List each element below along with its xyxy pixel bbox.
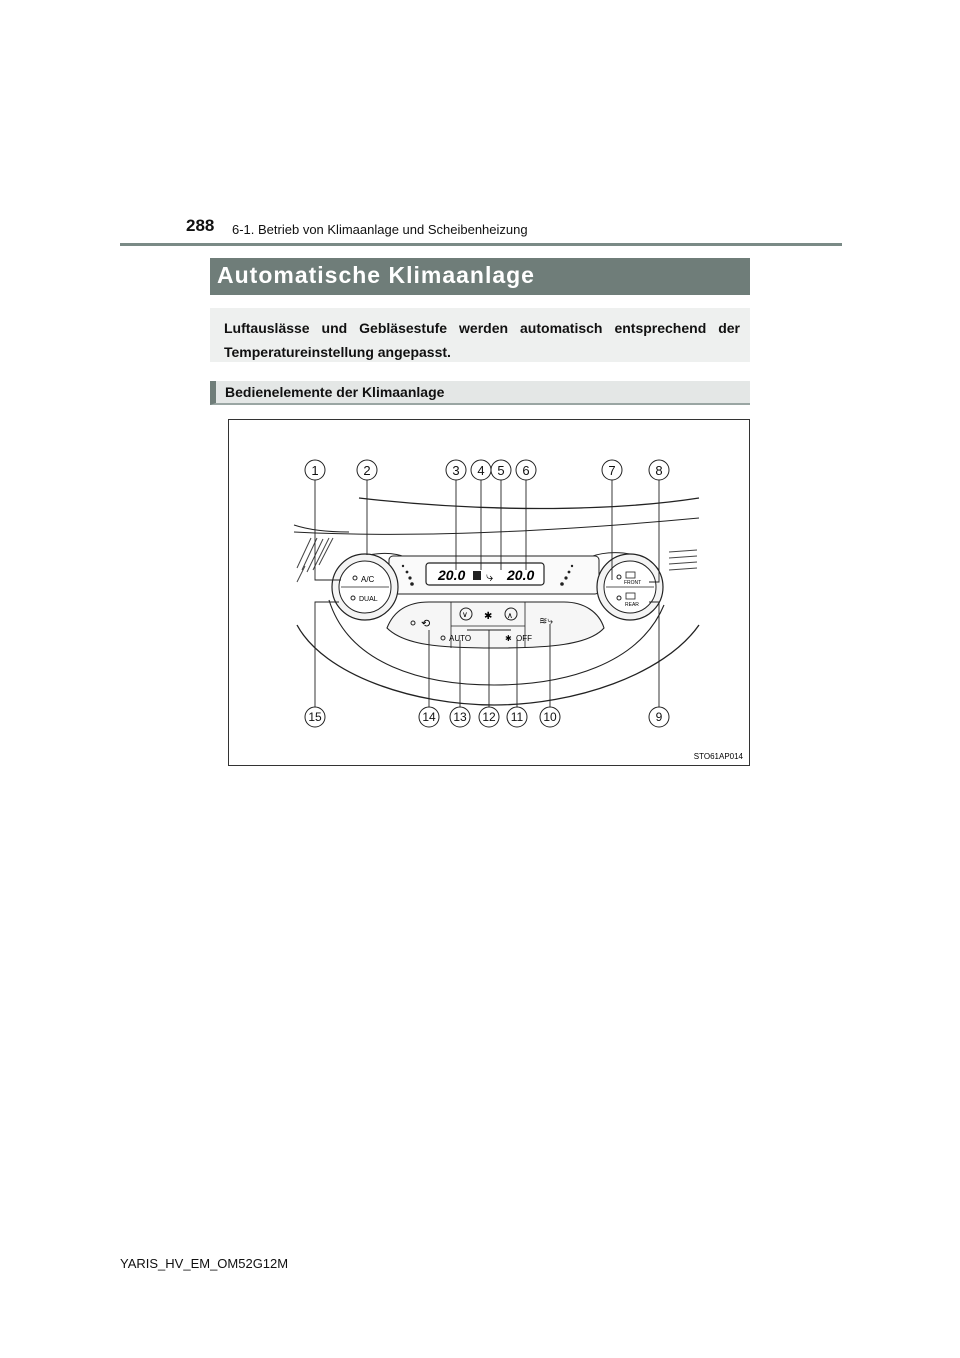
running-section-title: 6-1. Betrieb von Klimaanlage und Scheibenheizung bbox=[232, 222, 528, 237]
callout-12 bbox=[479, 707, 499, 727]
intro-text: Luftauslässe und Gebläsestufe werden automatisch entsprechend der Temperatureinstellung angepasst. bbox=[210, 308, 750, 362]
climate-control-figure bbox=[228, 419, 750, 766]
dual-button-label[interactable]: DUAL bbox=[359, 596, 378, 603]
off-button-label[interactable]: OFF bbox=[516, 634, 532, 643]
callout-4 bbox=[471, 460, 491, 480]
callouts-bottom bbox=[305, 707, 669, 727]
callout-2 bbox=[357, 460, 377, 480]
auto-button-label[interactable]: AUTO bbox=[449, 634, 472, 643]
callouts-top bbox=[305, 460, 669, 480]
callout-5 bbox=[491, 460, 511, 480]
svg-text:✱: ✱ bbox=[505, 634, 512, 643]
callout-7 bbox=[602, 460, 622, 480]
front-button-label[interactable]: FRONT bbox=[624, 580, 642, 586]
callout-3 bbox=[446, 460, 466, 480]
callout-14 bbox=[419, 707, 439, 727]
callout-6 bbox=[516, 460, 536, 480]
display-temp-left: 20.0 bbox=[438, 567, 466, 583]
display-temp-right: 20.0 bbox=[507, 567, 535, 583]
callout-9 bbox=[649, 707, 669, 727]
svg-text:∧: ∧ bbox=[507, 611, 513, 620]
dash-line bbox=[294, 525, 349, 532]
header-rule bbox=[120, 243, 842, 246]
svg-text:7: 7 bbox=[608, 463, 616, 478]
page-number: 288 bbox=[186, 216, 215, 235]
document-code: YARIS_HV_EM_OM52G12M bbox=[120, 1256, 289, 1271]
airflow-mode-icon: ⤷ bbox=[486, 569, 494, 584]
svg-text:∨: ∨ bbox=[462, 610, 468, 619]
fan-icon: ✱ bbox=[484, 611, 493, 622]
vent-lines-right bbox=[669, 550, 697, 570]
ac-button-label[interactable]: A/C bbox=[361, 575, 375, 584]
svg-text:6: 6 bbox=[522, 463, 530, 478]
svg-text:10: 10 bbox=[543, 710, 557, 724]
callout-13 bbox=[450, 707, 470, 727]
dash-line bbox=[294, 518, 699, 534]
svg-text:4: 4 bbox=[477, 463, 485, 478]
page-title: Automatische Klimaanlage bbox=[210, 258, 750, 295]
svg-text:13: 13 bbox=[453, 710, 467, 724]
svg-text:14: 14 bbox=[422, 710, 436, 724]
svg-text:8: 8 bbox=[655, 463, 663, 478]
svg-text:5: 5 bbox=[497, 463, 505, 478]
callout-11 bbox=[507, 707, 527, 727]
dash-line bbox=[359, 498, 699, 509]
figure-code: STO61AP014 bbox=[693, 752, 743, 761]
svg-text:3: 3 bbox=[452, 463, 460, 478]
callout-8 bbox=[649, 460, 669, 480]
lower-button-panel bbox=[387, 602, 604, 648]
svg-text:15: 15 bbox=[308, 710, 322, 724]
svg-text:2: 2 bbox=[363, 463, 371, 478]
windshield-airflow-icon: ≋⤷ bbox=[539, 616, 553, 627]
callout-15 bbox=[305, 707, 325, 727]
callout-10 bbox=[540, 707, 560, 727]
svg-text:9: 9 bbox=[655, 710, 663, 724]
svg-text:11: 11 bbox=[510, 710, 524, 724]
callout-1 bbox=[305, 460, 325, 480]
svg-text:1: 1 bbox=[311, 463, 319, 478]
svg-text:12: 12 bbox=[482, 710, 496, 724]
fan-level-indicator bbox=[473, 571, 481, 580]
subsection-heading: Bedienelemente der Klimaanlage bbox=[210, 381, 750, 405]
recirculation-icon: ⟲ bbox=[421, 618, 431, 630]
rear-button-label[interactable]: REAR bbox=[625, 602, 639, 608]
